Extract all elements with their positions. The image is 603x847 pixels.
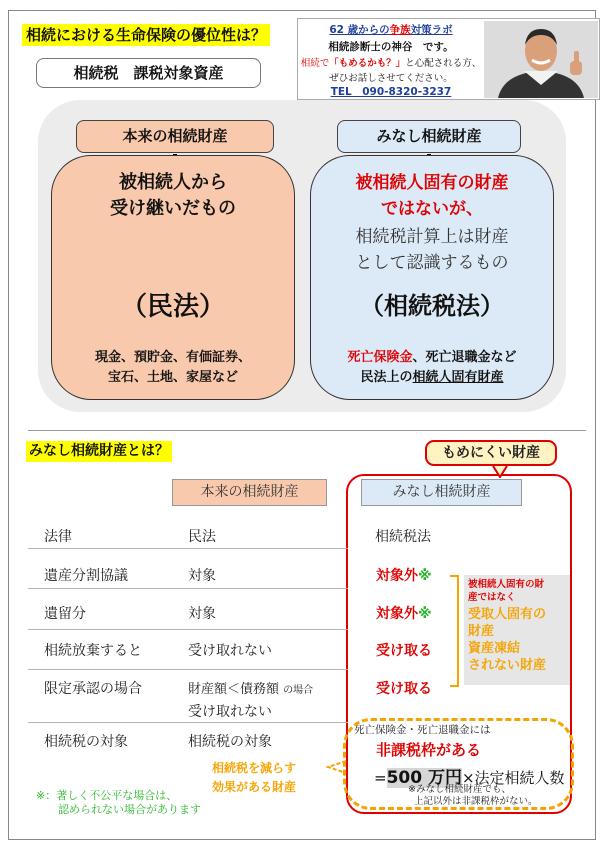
dashed-pointer-icon: [326, 760, 348, 774]
person-photo-icon: [484, 21, 598, 98]
row-divider: [28, 588, 348, 589]
section-divider: [28, 430, 586, 431]
row-divider: [28, 548, 348, 549]
reduce-tax-label: 相続税を減らす 効果がある財産: [212, 761, 297, 794]
row-renounce-label: 相続放棄すると: [44, 643, 142, 659]
exempt-note: ※みなし相続財産でも、 上記以外は非課税枠がない。: [408, 784, 538, 807]
row-law-original: 民法: [188, 529, 216, 545]
row-reserved-original: 対象: [188, 606, 216, 622]
callout-hard-to-dispute: もめにくい財産: [425, 440, 557, 466]
original-examples: 現金、預貯金、有価証券、 宝石、土地、家屋など: [94, 350, 251, 385]
deemed-desc-red: 被相続人固有の財産 ではないが、: [355, 173, 509, 219]
row-divider: [28, 629, 348, 630]
row-law-label: 法律: [44, 529, 72, 545]
row-qualified-label: 限定承認の場合: [44, 681, 142, 697]
row-qualified-original: 財産額＜債務額 の場合: [188, 682, 314, 697]
header-deemed-assets: みなし相続財産: [337, 120, 521, 153]
side-note-orange: 受取人固有の 財産 資産凍結 されない財産: [468, 607, 547, 673]
row-divider: [28, 669, 348, 670]
ad-phone[interactable]: TEL 090-8320-3237: [330, 86, 452, 98]
row-taxable-original: 相続税の対象: [188, 734, 272, 750]
side-note-box: [464, 575, 570, 685]
side-note-red: 被相続人固有の財 産ではなく: [468, 579, 545, 603]
row-renounce-original: 受け取れない: [188, 643, 272, 659]
ad-box: [297, 18, 600, 100]
row-reserved-label: 遺留分: [44, 606, 86, 622]
exempt-line1: 死亡保険金・死亡退職金には: [354, 724, 491, 736]
original-desc: 被相続人から 受け継いだもの: [110, 172, 236, 219]
original-assets-box: [51, 155, 295, 400]
row-divider: [28, 722, 348, 723]
ad-line-3: 相続で「もめるかも？」と心配される方、: [300, 58, 482, 69]
row-taxable-label: 相続税の対象: [44, 734, 128, 750]
row-qualified-original-2: 受け取れない: [188, 704, 272, 720]
subtitle-box: 相続税 課税対象資産: [36, 58, 261, 88]
deemed-examples: 死亡保険金、死亡退職金など 民法上の相続人固有財産: [347, 350, 517, 385]
ad-line-1: 62 歳からの争族対策ラボ: [329, 24, 453, 36]
exempt-dashed-frame: [343, 718, 574, 810]
deemed-desc: 相続税計算上は財産 として認識するもの: [355, 227, 509, 273]
row-qualified-deemed: 受け取る: [376, 681, 432, 697]
header-original-assets: 本来の相続財産: [76, 120, 274, 153]
callout-pointer-icon: [490, 466, 510, 478]
exempt-line2: 非課税枠がある: [376, 741, 482, 759]
bracket-icon: [448, 574, 462, 690]
inheritance-tax-law-label: （相続税法）: [360, 292, 504, 320]
col-header-deemed: みなし相続財産: [361, 479, 522, 506]
civil-law-label: （民法）: [120, 292, 225, 322]
section2-title: みなし相続財産とは？: [26, 441, 172, 462]
col-header-original: 本来の相続財産: [172, 479, 327, 506]
row-renounce-deemed: 受け取る: [376, 643, 432, 659]
page-title: 相続における生命保険の優位性は？: [22, 24, 270, 46]
ad-line-2: 相続診断士の神谷 です。: [328, 41, 454, 53]
ad-line-4: ぜひお話しさせてください。: [329, 73, 453, 84]
row-law-deemed: 相続税法: [375, 529, 431, 545]
row-division-label: 遺産分割協議: [44, 568, 128, 584]
deemed-assets-box: [310, 155, 554, 400]
exempt-formula: =500 万円×法定相続人数: [374, 768, 565, 788]
footnote: ※：著しく不公平な場合は、 認められない場合があります: [36, 789, 201, 816]
row-division-deemed: 対象外※: [376, 568, 432, 584]
person-photo: [484, 21, 598, 98]
row-reserved-deemed: 対象外※: [376, 606, 432, 622]
row-division-original: 対象: [188, 568, 216, 584]
